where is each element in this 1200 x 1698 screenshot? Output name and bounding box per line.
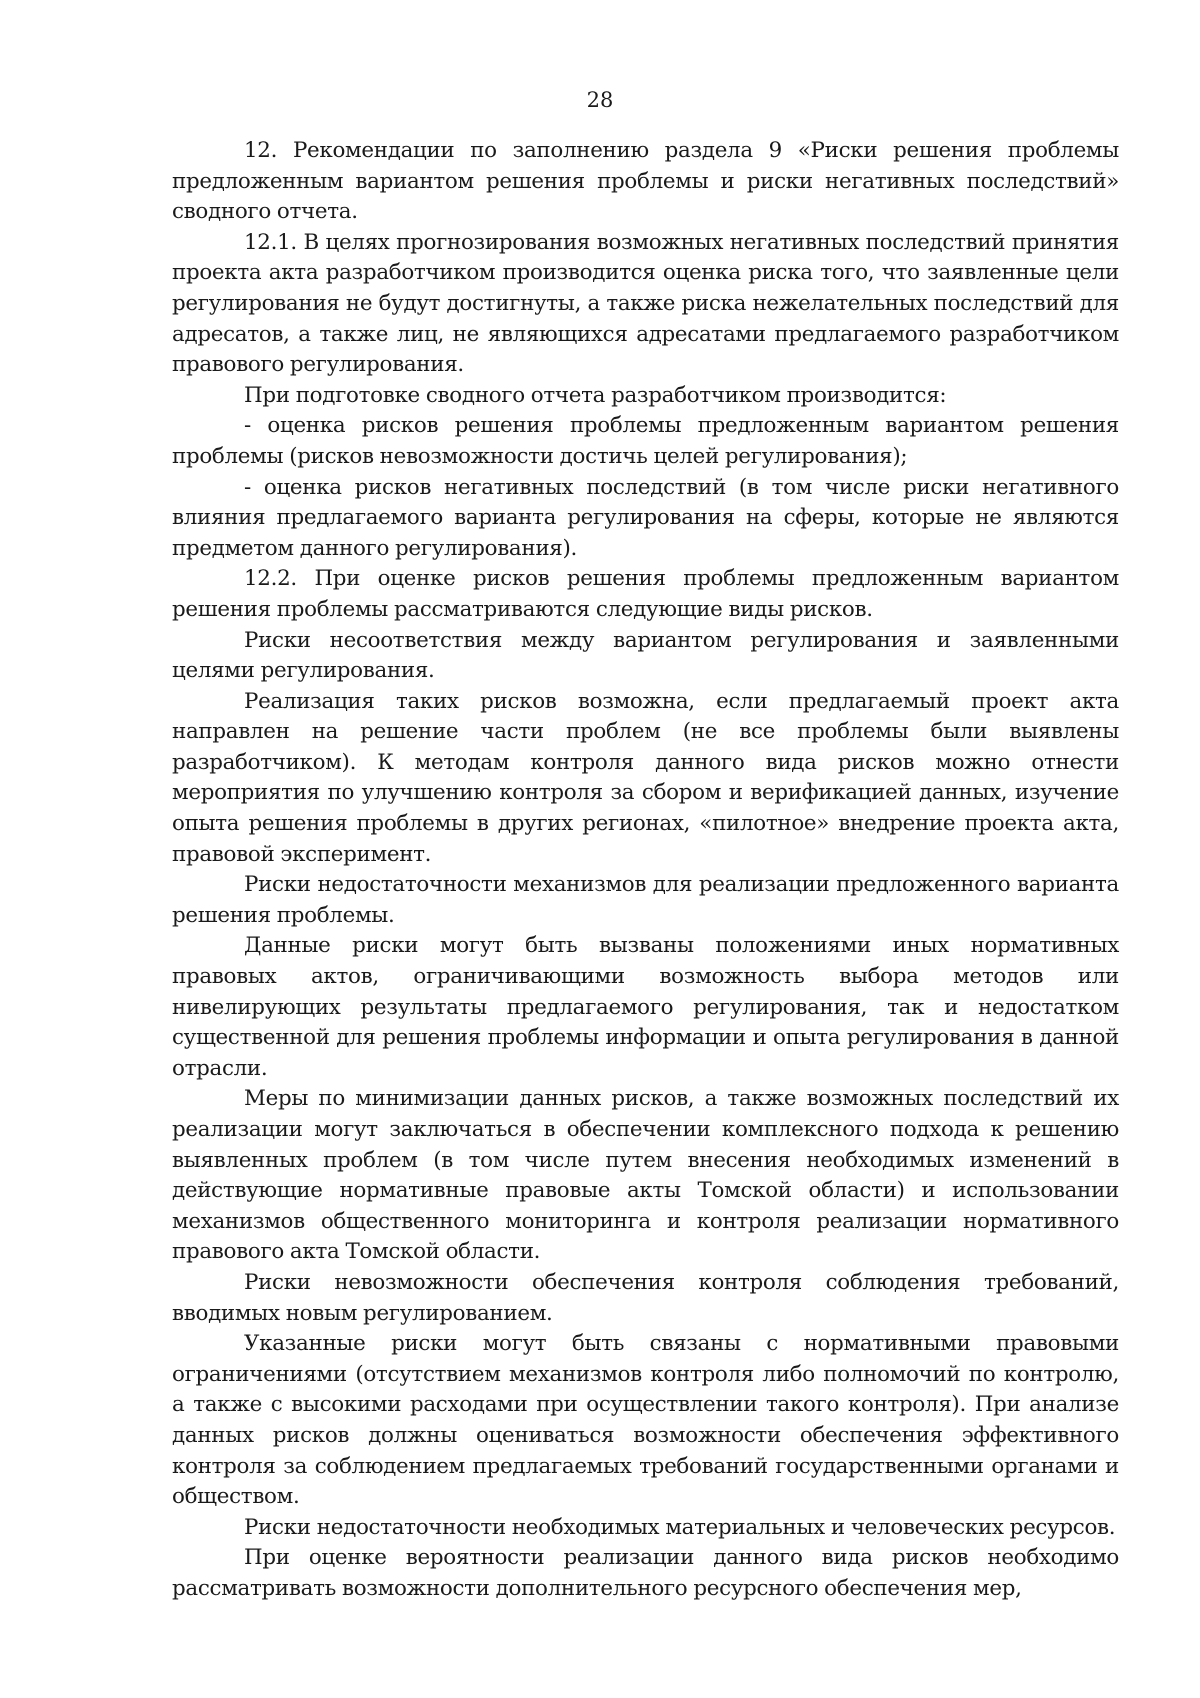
paragraph: При оценке вероятности реализации данного вида рисков необходимо рассматривать возможности дополнительного ресурсного обеспечения мер, (172, 1545, 1119, 1601)
paragraph: - оценка рисков решения проблемы предложенным вариантом решения проблемы (рисков невозможности достичь целей регулирования); (172, 413, 1119, 469)
document-body (172, 136, 1119, 1605)
paragraph: Риски недостаточности необходимых материальных и человеческих ресурсов. (244, 1514, 1116, 1540)
paragraph: Указанные риски могут быть связаны с нормативными правовыми ограничениями (отсутствием механизмов контроля либо полномочий по контролю, а также с высокими расходами при осуществлении такого контроля). При анализе данных рисков должны оцениваться возможности обеспечения эффективного контроля за соблюдением предлагаемых требований государственными органами и обществом. (172, 1331, 1119, 1510)
paragraph: Риски невозможности обеспечения контроля соблюдения требований, вводимых новым регулированием. (172, 1269, 1119, 1326)
paragraph: - оценка рисков негативных последствий (в том числе риски негативного влияния предлагаемого варианта регулирования на сферы, которые не являются предметом данного регулирования). (172, 474, 1119, 561)
paragraph: При подготовке сводного отчета разработчиком производится: (244, 382, 947, 408)
page-number: 28 (586, 88, 614, 112)
paragraph: Реализация таких рисков возможна, если предлагаемый проект акта направлен на решение части проблем (не все проблемы были выявлены разработчиком). К методам контроля данного вида рисков можно отнести мероприятия по улучшению контроля за сбором и верификацией данных, изучение опыта решения проблемы в других регионах, «пилотное» внедрение проекта акта, правовой эксперимент. (172, 688, 1119, 867)
paragraph: Данные риски могут быть вызваны положениями иных нормативных правовых актов, ограничивающими возможность выбора методов или нивелирующих результаты предлагаемого регулирования, так и недостатком существенной для решения проблемы информации и опыта регулирования в данной отрасли. (172, 933, 1119, 1081)
paragraph: Риски недостаточности механизмов для реализации предложенного варианта решения проблемы. (172, 872, 1119, 928)
paragraph: 12. Рекомендации по заполнению раздела 9 «Риски решения проблемы предложенным вариантом решения проблемы и риски негативных последствий» сводного отчета. (172, 138, 1119, 225)
paragraph: Риски несоответствия между вариантом регулирования и заявленными целями регулирования. (172, 627, 1119, 684)
paragraph: 12.2. При оценке рисков решения проблемы предложенным вариантом решения проблемы рассматриваются следующие виды рисков. (172, 566, 1119, 622)
paragraph: Меры по минимизации данных рисков, а также возможных последствий их реализации могут заключаться в обеспечении комплексного подхода к решению выявленных проблем (в том числе путем внесения необходимых изменений в действующие нормативные правовые акты Томской области) и использовании механизмов общественного мониторинга и контроля реализации нормативного правового акта Томской области. (172, 1086, 1119, 1265)
paragraph: 12.1. В целях прогнозирования возможных негативных последствий принятия проекта акта разработчиком производится оценка риска того, что заявленные цели регулирования не будут достигнуты, а также риска нежелательных последствий для адресатов, а также лиц, не являющихся адресатами предлагаемого разработчиком правового регулирования. (172, 229, 1119, 378)
